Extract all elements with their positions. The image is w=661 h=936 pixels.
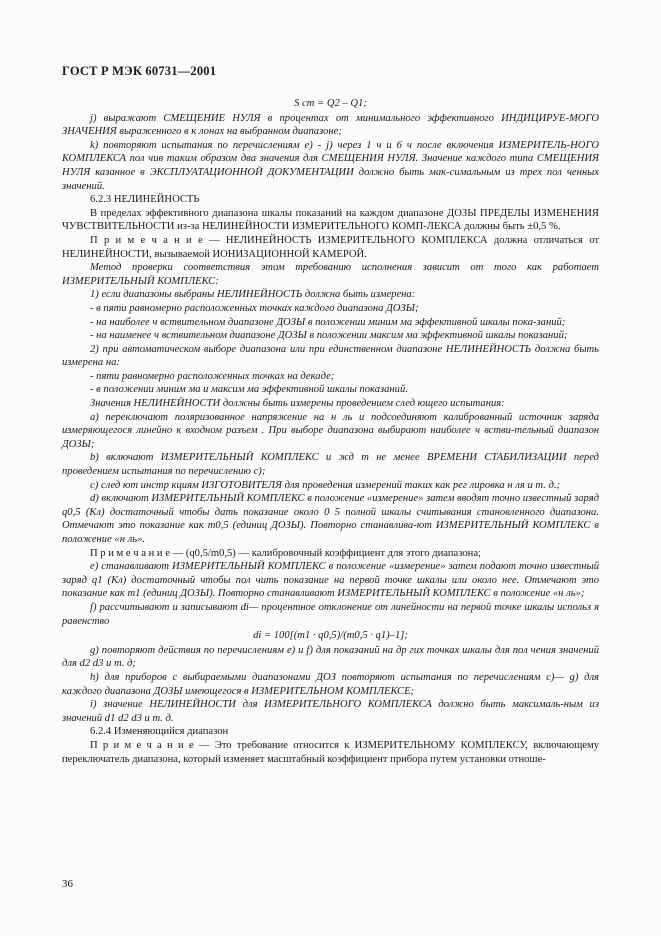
- document-body: [62, 96, 599, 766]
- paragraph-p9: - на наиболее ч вствительном диапазоне ДОЗЫ в положении миним ма эффективной шкалы пока-заний;: [90, 316, 566, 328]
- paragraph-p21: f) рассчитывают и записывают di— процентное отклонение от линейности на первой точке шкалы использ я равенство: [62, 601, 599, 627]
- paragraph-p27: П р и м е ч а н и е — Это требование относится к ИЗМЕРИТЕЛЬНОМУ КОМПЛЕКСУ, включающему переключатель диапазона, который изменяет масштабный коэффициент прибора путем установки отноше-: [62, 739, 599, 765]
- paragraph-p24: h) для приборов с выбираемыми диапазонами ДОЗ повторяют испытания по перечислениям с)— g) для каждого диапазона ДОЗЫ имеющегося в ИЗМЕРИТЕЛЬНОМ КОМПЛЕКСЕ;: [62, 671, 599, 697]
- paragraph-p15: а) переключают поляризованное напряжение на н ль и подсоединяют калиброванный источник заряда измеряющегося линейно к входном разъем . При выборе диапазона выбирают наиболее ч встви-тельный диапазон ДОЗЫ;: [62, 411, 599, 450]
- paragraph-p25: i) значение НЕЛИНЕЙНОСТИ для ИЗМЕРИТЕЛЬНОГО КОМПЛЕКСА должно быть максималь-ным из значений d1 d2 d3 и т. д.: [62, 699, 599, 724]
- paragraph-p23: g) повторяют действия по перечислениям е) и f) для показаний на др гих точках шкалы для пол чения значений для d2 d3 и т. д;: [62, 644, 599, 670]
- paragraph-p12: - пяти равномерно расположенных точках на декаде;: [90, 370, 335, 382]
- paragraph-p18: d) включают ИЗМЕРИТЕЛЬНЫЙ КОМПЛЕКС в положение «измерение» затем вводят точно известный заряд q0,5 (Кл) достаточный чтобы дать показание около 0 5 полной шкалы считывания становленного диапазона. Отмечают это показание как m0,5 (единиц ДОЗЫ). Повторно станавлива-ют ИЗМЕРИТЕЛЬНЫЙ КОМПЛЕКС в положение «н ль».: [62, 493, 599, 545]
- paragraph-p20: е) станавливают ИЗМЕРИТЕЛЬНЫЙ КОМПЛЕКС в положение «измерение» затем подают точно известный заряд q1 (Кл) достаточный чтобы пол чить показание на первой точке шкалы или около нее. Отмечают это показание как m1 (единиц ДОЗЫ). Повторно станавливают ИЗМЕРИТЕЛЬНЫЙ КОМПЛЕКС в положение «н ль»;: [62, 561, 599, 600]
- paragraph-p11: 2) при автоматическом выборе диапазона или при единственном диапазоне НЕЛИНЕЙНОСТЬ должна быть измерена на:: [62, 343, 599, 369]
- paragraph-p4: В пределах эффективного диапазона шкалы показаний на каждом диапазоне ДОЗЫ ПРЕДЕЛЫ ИЗМЕНЕНИЯ ЧУВСТВИТЕЛЬНОСТИ из-за НЕЛИНЕЙНОСТИ ИЗМЕРИТЕЛЬНОГО КОМП-ЛЕКСА должны быть ±0,5 %.: [62, 207, 599, 233]
- paragraph-p3: 6.2.3 НЕЛИНЕЙНОСТЬ: [90, 194, 200, 206]
- paragraph-p10: - на наименее ч вствительном диапазоне ДОЗЫ в положении максим ма эффективной шкалы показаний;: [90, 330, 568, 342]
- paragraph-p17: с) след ют инстр кциям ИЗГОТОВИТЕЛЯ для проведения измерений таких как рег лировка н ля и т. д.;: [90, 479, 561, 491]
- paragraph-p26: 6.2.4 Изменяющийся диапазон: [90, 726, 229, 738]
- paragraph-p13: - в положении миним ма и максим ма эффективной шкалы показаний.: [90, 384, 408, 396]
- document-header: ГОСТ Р МЭК 60731—2001: [62, 64, 217, 78]
- paragraph-list: [62, 112, 599, 767]
- paragraph-p8: - в пяти равномерно расположенных точках каждого диапазона ДОЗЫ;: [90, 302, 419, 314]
- paragraph-p1: j) выражают СМЕЩЕНИЕ НУЛЯ в процентах от минимального эффективного ИНДИЦИРУЕ-МОГО ЗНАЧЕНИЯ выраженного в к лонах на выбранном диапазоне;: [62, 112, 599, 138]
- paragraph-p14: Значения НЕЛИНЕЙНОСТИ должны быть измерены проведением след ющего испытания:: [90, 398, 505, 410]
- paragraph-p5: П р и м е ч а н и е — НЕЛИНЕЙНОСТЬ ИЗМЕРИТЕЛЬНОГО КОМПЛЕКСА должна отличаться от НЕЛИНЕЙНОСТИ, вызываемой ИОНИЗАЦИОННОЙ КАМЕРОЙ.: [62, 234, 599, 260]
- paragraph-p7: 1) если диапазоны выбраны НЕЛИНЕЙНОСТЬ должна быть измерена:: [90, 289, 416, 301]
- page-number: 36: [62, 878, 73, 890]
- paragraph-p19: П р и м е ч а н и е — (q0,5/m0,5) — калибровочный коэффициент для этого диапазона;: [90, 547, 481, 559]
- paragraph-p22: di = 100[(m1 · q0,5)/(m0,5 · q1)–1];: [253, 630, 408, 642]
- paragraph-p16: b) включают ИЗМЕРИТЕЛЬНЫЙ КОМПЛЕКС и жд т не менее ВРЕМЕНИ СТАБИЛИЗАЦИИ перед проведением испытания по перечислению с);: [62, 452, 599, 478]
- paragraph-p6: Метод проверки соответствия этом требованию исполнения зависит от того как работает ИЗМЕРИТЕЛЬНЫЙ КОМПЛЕКС:: [62, 262, 599, 287]
- formula-top: S ст = Q2 – Q1;: [294, 98, 367, 109]
- paragraph-p2: k) повторяют испытания по перечислениям е) - j) через 1 ч и 6 ч после включения ИЗМЕРИТЕЛЬ-НОГО КОМПЛЕКСА пол чив таким образом два значения для СМЕЩЕНИЯ НУЛЯ. Значение каждого типа СМЕЩЕНИЯ НУЛЯ казанное в ЭКСПЛУАТАЦИОННОЙ ДОКУМЕНТАЦИИ должно быть мак-симальным из трех пол ченных значений.: [62, 139, 599, 192]
